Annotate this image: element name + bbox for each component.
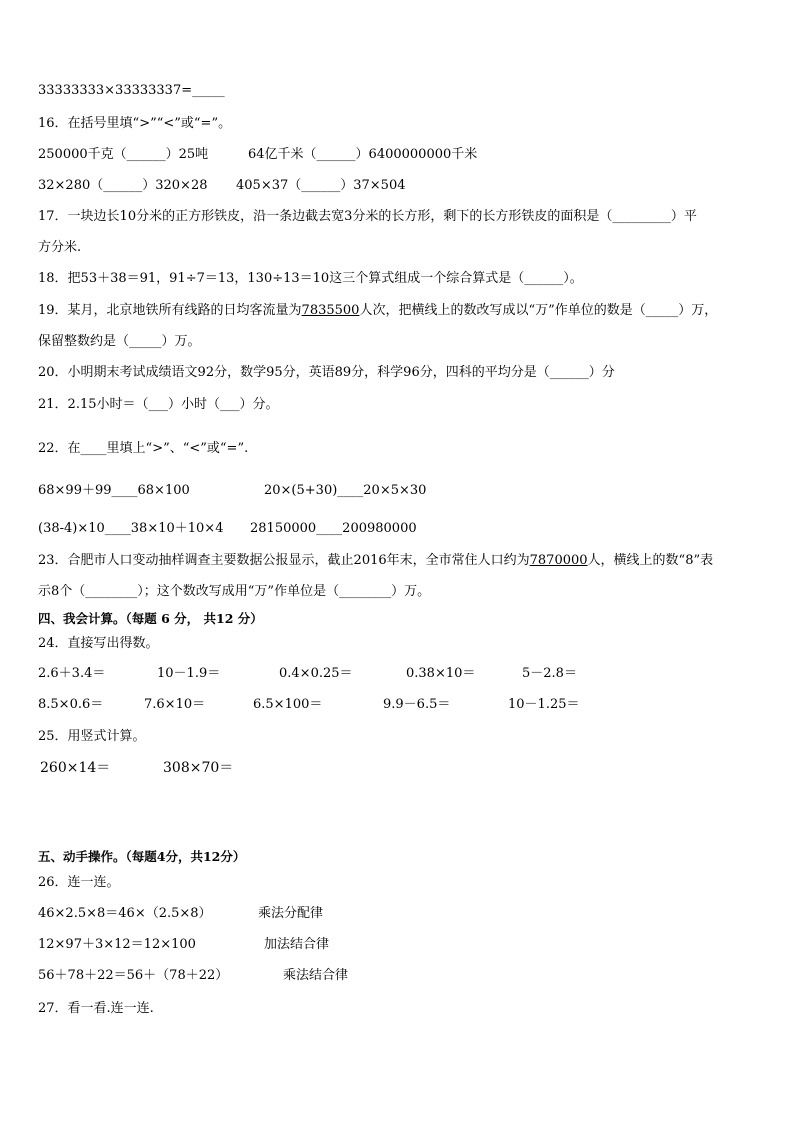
q25-item-2: 308×70＝ [163,760,234,776]
q24-item-9: 9.9－6.5＝ [383,697,451,712]
q16-item-1: 250000千克（______）25吨 [38,147,209,162]
q23-text-a: 23．合肥市人口变动抽样调查主要数据公报显示，截止2016年末，全市常住人口约为 [38,553,530,568]
q23-line-2: 示8个（________）；这个数改写成用“万”作单位是（________）万。 [38,584,431,599]
q16-stem: 16．在括号里填“>”“<”或“=”。 [38,116,232,131]
q23-underlined-number: 7870000 [529,553,588,568]
q24-item-8: 6.5×100＝ [253,697,323,712]
q26-right-3: 乘法结合律 [283,968,349,983]
q19-underlined-number: 7835500 [301,303,360,318]
q26-left-3: 56＋78＋22＝56＋（78＋22） [38,968,229,983]
q22-item-2: 20×(5+30)____20×5×30 [264,483,427,498]
q24-item-3: 0.4×0.25＝ [279,666,353,681]
q25-item-1: 260×14＝ [40,760,111,776]
q15-line: 33333333×33333337=_____ [38,83,225,98]
q24-item-7: 7.6×10＝ [144,697,206,712]
q19-text-b: 人次，把横线上的数改写成以“万”作单位的数是（_____）万， [359,303,718,318]
q16-item-4: 405×37（______）37×504 [236,178,406,193]
q26-stem: 26．连一连。 [38,875,120,890]
q23-text-b: 人，横线上的数“8”表 [587,553,714,568]
q23-line-1 [38,552,713,569]
q20-line: 20．小明期末考试成绩语文92分，数学95分，英语89分，科学96分，四科的平均分是（______）分 [38,365,615,380]
q18-line: 18．把53＋38＝91，91÷7＝13，130÷13＝10这三个算式组成一个综合算式是（______）。 [38,271,583,286]
q24-item-4: 0.38×10＝ [406,666,476,681]
q24-item-10: 10－1.25＝ [508,697,580,712]
q22-item-1: 68×99＋99____68×100 [38,483,190,498]
q24-item-6: 8.5×0.6＝ [38,697,104,712]
q21-line: 21．2.15小时＝（___）小时（___）分。 [38,397,279,412]
section-4-heading: 四、我会计算。（每题 6 分， 共12 分） [38,611,263,626]
q19-line-1 [38,302,717,319]
q19-line-2: 保留整数约是（_____）万。 [38,334,201,349]
q26-left-2: 12×97＋3×12＝12×100 [38,937,196,952]
section-5-heading: 五、动手操作。（每题4分，共12分） [38,849,246,864]
q25-stem: 25．用竖式计算。 [38,729,146,744]
q22-item-4: 28150000____200980000 [250,521,417,536]
q24-stem: 24．直接写出得数。 [38,636,159,651]
q16-item-3: 32×280（______）320×28 [38,178,208,193]
q16-item-2: 64亿千米（______）6400000000千米 [248,147,478,162]
q24-item-1: 2.6＋3.4＝ [38,666,106,681]
q17-line-2: 方分米. [38,240,82,255]
q22-stem: 22．在____里填上“>”、“<”或“=”. [38,441,249,456]
q24-item-2: 10－1.9＝ [157,666,221,681]
q19-text-a: 19．某月，北京地铁所有线路的日均客流量为 [38,303,302,318]
q24-item-5: 5－2.8＝ [522,666,577,681]
q26-left-1: 46×2.5×8＝46×（2.5×8） [38,906,212,921]
q27-stem: 27．看一看.连一连. [38,1001,154,1016]
q26-right-1: 乘法分配律 [258,906,324,921]
q26-right-2: 加法结合律 [264,937,330,952]
q17-line-1: 17．一块边长10分米的正方形铁皮，沿一条边截去宽3分米的长方形，剩下的长方形铁皮的面积是（_________）平 [38,209,697,224]
q22-item-3: (38-4)×10____38×10＋10×4 [38,521,224,536]
